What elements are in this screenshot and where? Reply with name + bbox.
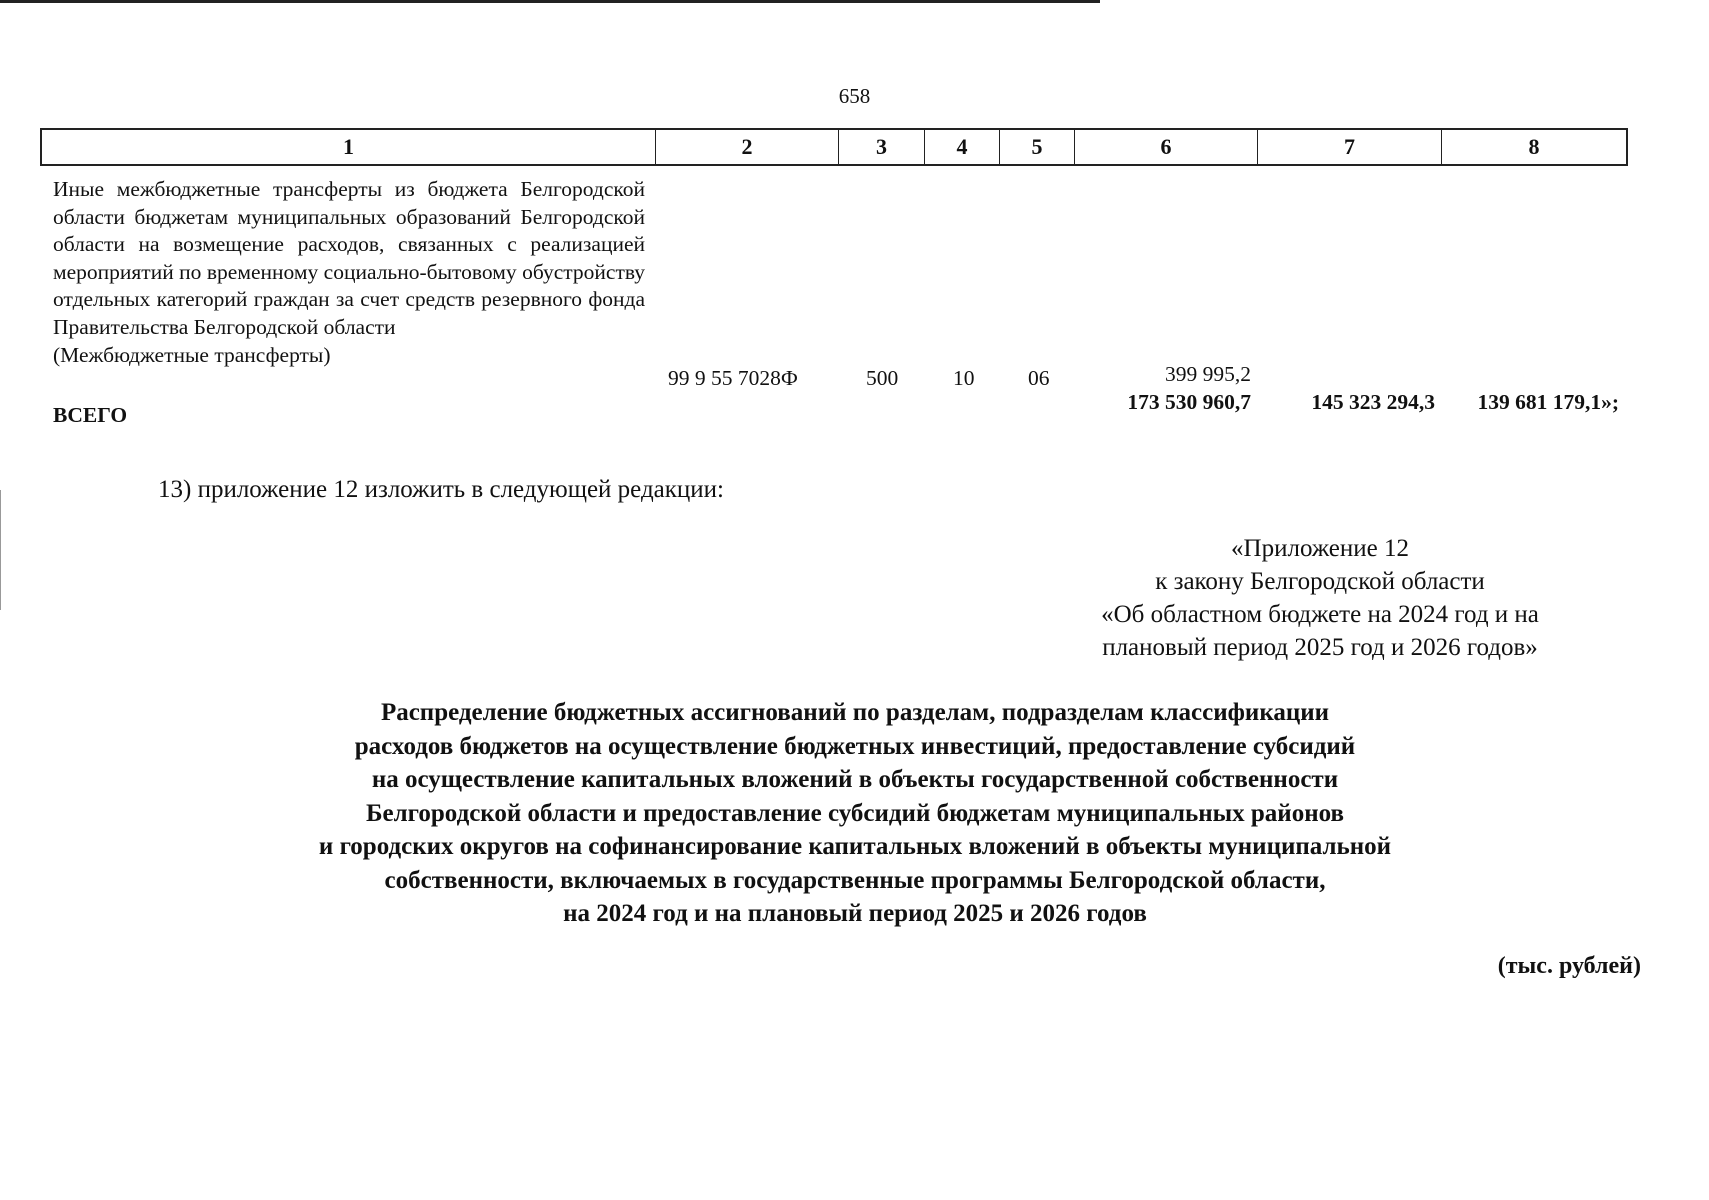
table-header-col-7: 7 — [1258, 130, 1442, 164]
page-number: 658 — [838, 84, 871, 108]
row-description-line: фонда Правительства Белгородской области — [53, 287, 645, 339]
row-description-line: отдельных категорий граждан за счет средств резервного — [53, 287, 583, 312]
annex-line: «Об областном бюджете на 2024 год и на — [1101, 601, 1539, 628]
total-col7: 145 323 294,3 — [1311, 390, 1435, 414]
row-code: 99 9 55 7028Ф — [668, 366, 798, 390]
row-description-line: расходов, связанных с реализацией мероприятий по — [53, 232, 646, 284]
row-description-line: образований Белгородской области на возмещение — [53, 204, 646, 257]
total-col6: 173 530 960,7 — [1127, 390, 1251, 414]
annex-line: к закону Белгородской области — [1155, 568, 1485, 595]
amendment-item-13: 13) приложение 12 изложить в следующей редакции: — [158, 476, 724, 503]
row-description — [53, 176, 645, 369]
annex-line: «Приложение 12 — [1231, 535, 1409, 562]
table-header-col-5: 5 — [1000, 130, 1075, 164]
row-col4: 10 — [953, 366, 975, 390]
total-col8: 139 681 179,1»; — [1477, 390, 1619, 414]
title-line: собственности, включаемых в государственные программы Белгородской области, — [384, 866, 1326, 894]
document-title — [180, 696, 1530, 931]
table-header-col-6: 6 — [1075, 130, 1258, 164]
row-col3: 500 — [866, 366, 899, 390]
table-header-col-3: 3 — [839, 130, 925, 164]
table-header-col-2: 2 — [656, 130, 839, 164]
title-line: на 2024 год и на плановый период 2025 и 2026 годов — [563, 900, 1147, 927]
title-line: на осуществление капитальных вложений в объекты государственной собственности — [371, 766, 1339, 793]
row-description-line: Иные межбюджетные трансферты из бюджета — [53, 177, 508, 201]
table-header-row — [40, 128, 1628, 166]
row-description-line: Белгородской области бюджетам муниципальных — [53, 177, 646, 229]
title-line: и городских округов на софинансирование капитальных вложений в объекты муниципальной — [318, 833, 1392, 860]
row-col6: 399 995,2 — [1165, 362, 1251, 386]
row-description-line: (Межбюджетные трансферты) — [53, 342, 331, 367]
title-line: Распределение бюджетных ассигнований по разделам, подразделам классификации — [380, 699, 1330, 726]
row-col5: 06 — [1028, 366, 1050, 390]
scan-edge-top — [0, 0, 1100, 3]
table-header-col-8: 8 — [1528, 134, 1540, 159]
table-header-col-1: 1 — [42, 130, 656, 164]
title-line: расходов бюджетов на осуществление бюджетных инвестиций, предоставление субсидий — [354, 732, 1356, 760]
row-description-line: временному социально-бытовому обустройству — [206, 259, 646, 284]
total-label: ВСЕГО — [53, 403, 128, 427]
annex-caption — [1040, 532, 1600, 664]
table-header-col-4: 4 — [925, 130, 1000, 164]
scan-edge-left — [0, 490, 1, 610]
units-label: (тыс. рублей) — [1497, 953, 1641, 979]
title-line: Белгородской области и предоставление субсидий бюджетам муниципальных районов — [366, 799, 1344, 827]
annex-line: плановый период 2025 год и 2026 годов» — [1102, 634, 1538, 661]
